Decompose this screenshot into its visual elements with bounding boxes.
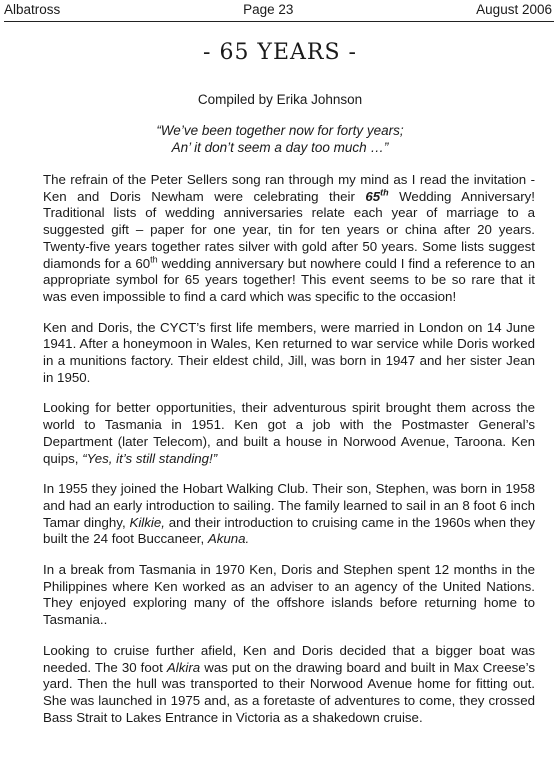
article-byline: Compiled by Erika Johnson [197, 92, 363, 107]
page-header [4, 2, 552, 20]
issue-date: August 2006 [476, 2, 552, 17]
paragraph: Looking for better opportunities, their adventurous spirit brought them across the world to Tasmania in 1951. Ken got a job with the Postmaster General’s Department (later Telecom), and built a house in Norwood Avenue, Taroona. Ken quips, “Yes, it’s still standing!” [43, 400, 535, 466]
article-title: - 65 YEARS - [203, 40, 357, 65]
opening-quote [0, 122, 560, 156]
paragraph: Ken and Doris, the CYCT’s first life members, were married in London on 14 June 1941. After a honeymoon in Wales, Ken returned to war service while Doris worked in a munitions factory. Their eldest child, Jill, was born in 1947 and her sister Jean in 1950. [43, 319, 535, 385]
quote-line: An’ it don’t seem a day too much …” [171, 140, 389, 155]
paragraph: In 1955 they joined the Hobart Walking Club. Their son, Stephen, was born in 1958 and had an early introduction to sailing. The family learned to sail in an 8 foot 6 inch Tamar dinghy, Kilkie, and their introduction to cruising came in the 1960s when they built the 24 foot Buccaneer, Akuna. [43, 481, 535, 547]
article-body [43, 172, 535, 740]
paragraph: The refrain of the Peter Sellers song ran through my mind as I read the invitation - Ken and Doris Newham were celebrating their 65th Wedding Anniversary! Traditional lists of wedding anniversaries relate each year of marriage to a suggested gift – paper for one year, tin for ten years or china after 20 years. Twenty-five years together rates silver with gold after 50 years. Some lists suggest diamonds for a 60th wedding anniversary but nowhere could I find a reference to an appropriate symbol for 65 years together! This event seems to be so rare that it was even impossible to find a card which was specific to the occasion! [43, 172, 535, 304]
publication-name: Albatross [4, 2, 61, 17]
paragraph: In a break from Tasmania in 1970 Ken, Doris and Stephen spent 12 months in the Philippines where Ken worked as an adviser to an agency of the United Nations. They enjoyed exploring many of the offshore islands before returning home to Tasmania.. [43, 562, 535, 628]
quote-line: “We’ve been together now for forty years; [156, 123, 404, 138]
header-rule [4, 21, 554, 22]
page-number: Page 23 [243, 2, 294, 17]
paragraph: Looking to cruise further afield, Ken and Doris decided that a bigger boat was needed. The 30 foot Alkira was put on the drawing board and built in Max Creese’s yard. Then the hull was transported to their Norwood Avenue home for fitting out. She was launched in 1975 and, as a foretaste of adventures to come, they crossed Bass Strait to Lakes Entrance in Victoria as a shakedown cruise. [43, 642, 536, 725]
